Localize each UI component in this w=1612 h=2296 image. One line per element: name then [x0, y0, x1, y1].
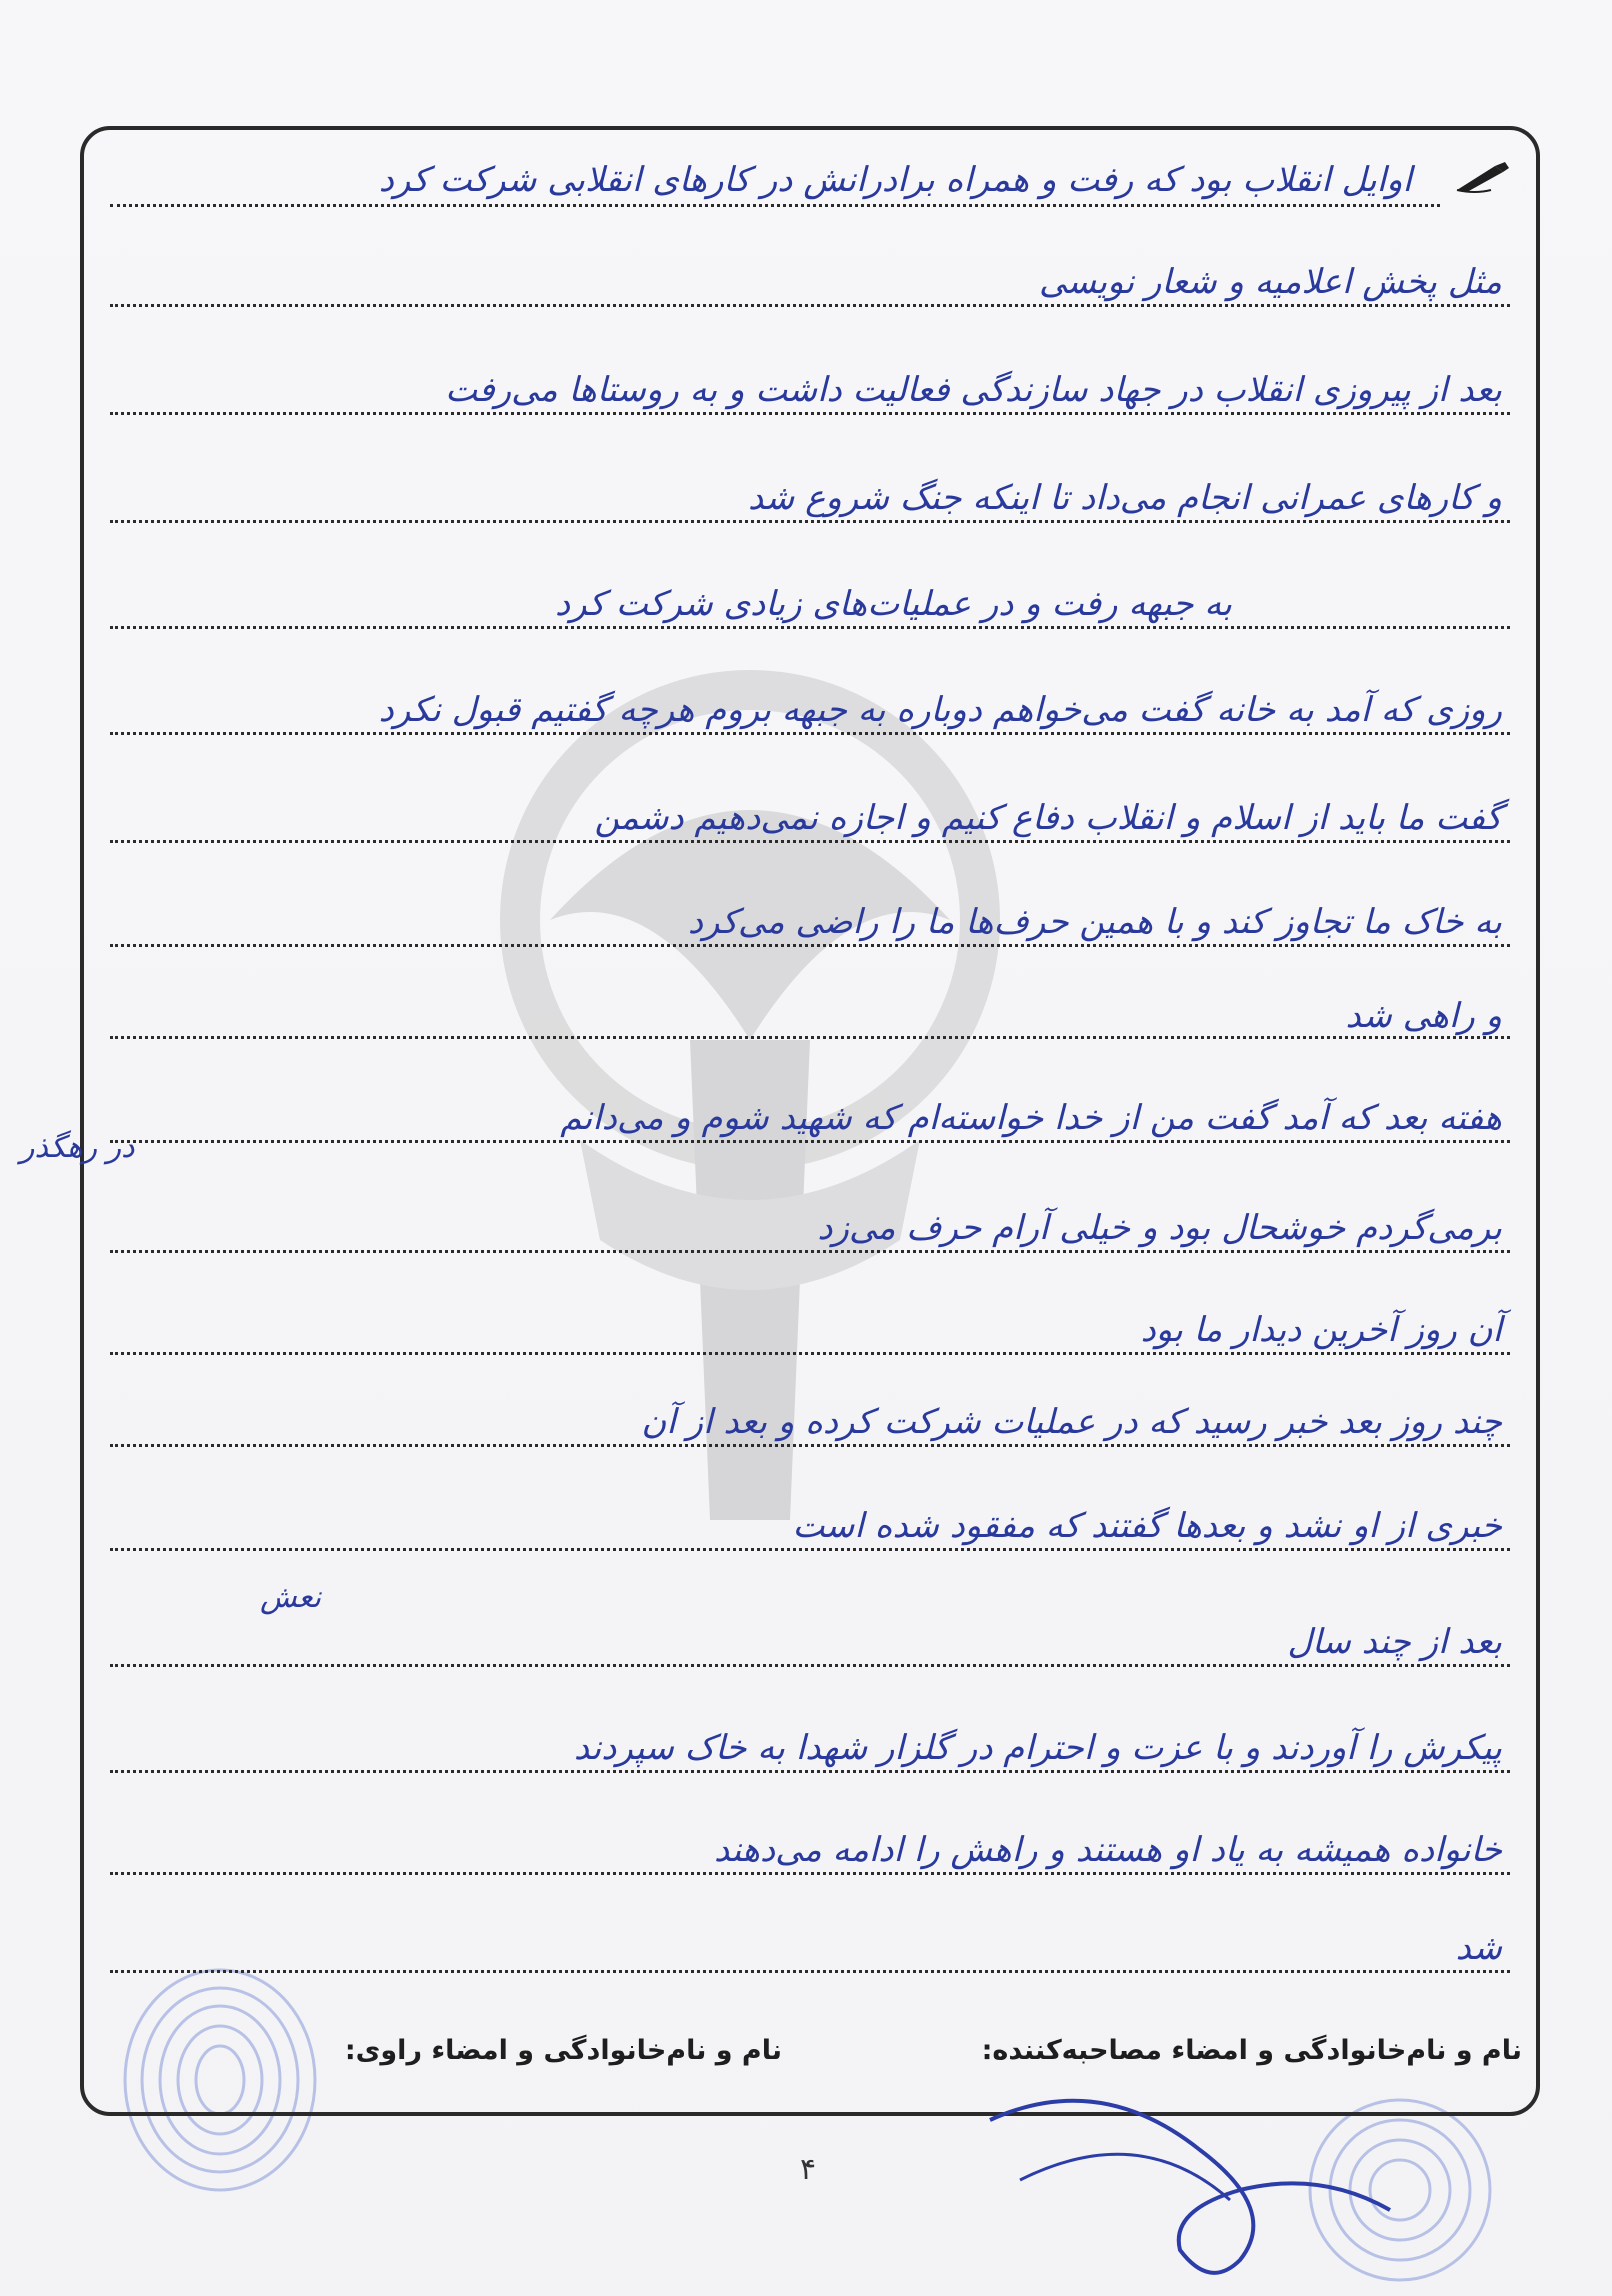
rule-line [110, 1444, 1510, 1447]
rule-line [110, 1250, 1510, 1253]
interviewer-signature-label: نام و نام‌خانوادگی و امضاء مصاحبه‌کننده: [981, 2035, 1522, 2066]
handwritten-line: پیکرش را آوردند و با عزت و احترام در گلزار شهدا به خاک سپردند [573, 1728, 1502, 1768]
handwritten-line: و راهی شد [1345, 996, 1502, 1036]
margin-note: در رهگذر [20, 1130, 135, 1165]
rule-line [110, 944, 1510, 947]
rule-line [110, 626, 1510, 629]
handwritten-line: به خاک ما تجاوز کند و با همین حرف‌ها ما را راضی می‌کرد [687, 902, 1502, 942]
handwritten-line: بعد از پیروزی انقلاب در جهاد سازندگی فعالیت داشت و به روستاها می‌رفت [445, 370, 1502, 410]
handwritten-line: روزی که آمد به خانه گفت می‌خواهم دوباره به جبهه بروم هرچه گفتیم قبول نکرد [378, 690, 1502, 730]
rule-line [110, 1872, 1510, 1875]
page-number: ۴ [800, 2152, 817, 2187]
inserted-word: نعش [260, 1580, 322, 1615]
handwritten-line: به جبهه رفت و در عملیات‌های زیادی شرکت کرد [555, 584, 1232, 624]
handwritten-line: هفته بعد که آمد گفت من از خدا خواسته‌ام که شهید شوم و می‌دانم [560, 1098, 1502, 1138]
handwritten-line: و کارهای عمرانی انجام می‌داد تا اینکه جنگ شروع شد [747, 478, 1502, 518]
rule-line [110, 1548, 1510, 1551]
rule-line [110, 1036, 1510, 1039]
pen-writing-icon [1455, 160, 1511, 194]
handwritten-line: چند روز بعد خبر رسید که در عملیات شرکت کرده و بعد از آن [641, 1402, 1502, 1442]
signature [980, 2060, 1400, 2290]
rule-line [110, 732, 1510, 735]
narrator-signature-label: نام و نام‌خانوادگی و امضاء راوی: [344, 2035, 782, 2066]
rule-line [110, 1352, 1510, 1355]
handwritten-line: بعد از چند سال [1287, 1622, 1502, 1662]
rule-line [110, 1664, 1510, 1667]
handwritten-line: خانواده همیشه به یاد او هستند و راهش را ادامه می‌دهند [713, 1830, 1502, 1870]
rule-line [110, 520, 1510, 523]
rule-line [110, 412, 1510, 415]
rule-line [110, 204, 1440, 207]
rule-line [110, 1970, 1510, 1973]
handwritten-line: مثل پخش اعلامیه و شعار نویسی [1039, 262, 1502, 302]
rule-line [110, 840, 1510, 843]
handwritten-line: برمی‌گردم خوشحال بود و خیلی آرام حرف می‌زد [817, 1208, 1502, 1248]
handwritten-line: آن روز آخرین دیدار ما بود [1140, 1310, 1502, 1350]
rule-line [110, 304, 1510, 307]
handwritten-line: گفت ما باید از اسلام و انقلاب دفاع کنیم و اجازه نمی‌دهیم دشمن [594, 798, 1502, 838]
handwritten-line: شد [1455, 1928, 1502, 1968]
handwritten-line: اوایل انقلاب بود که رفت و همراه برادرانش در کارهای انقلابی شرکت کرد [378, 160, 1412, 200]
rule-line [110, 1140, 1510, 1143]
rule-line [110, 1770, 1510, 1773]
handwritten-line: خبری از او نشد و بعدها گفتند که مفقود شده است [792, 1506, 1502, 1546]
